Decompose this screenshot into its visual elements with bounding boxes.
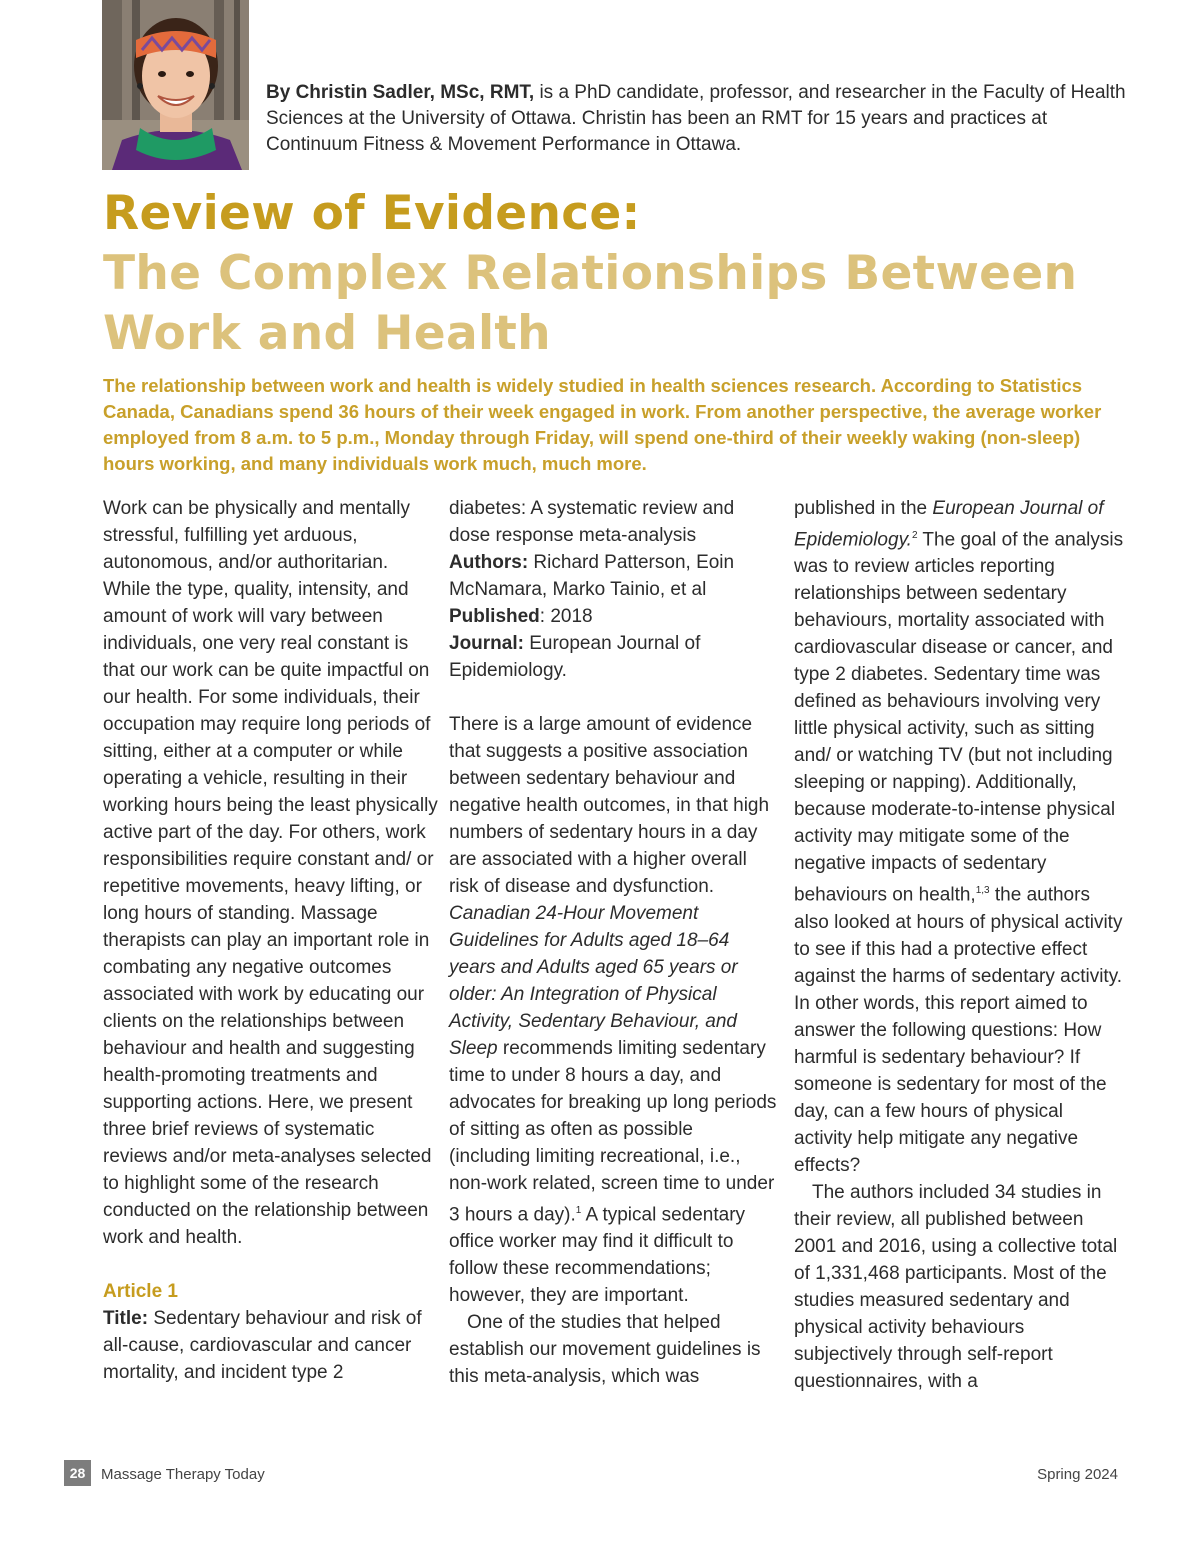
journal-text: European Journal of Epidemiology. [449, 633, 701, 681]
article-1-heading: Article 1 [103, 1281, 178, 1302]
title-label: Title: [103, 1308, 149, 1329]
title-line-3: Work and Health [103, 306, 551, 361]
studies-paragraph: The authors included 34 studies in their review, all published between 2001 and 2016, using a collective total of 1,331,468 participants. Most of the studies measured sedentary and physical activity behaviours subjectively through self-report questionnaires, with a [794, 1181, 1118, 1392]
author-photo [102, 0, 249, 170]
issue-date: Spring 2024 [1037, 1466, 1118, 1483]
journal-label: Journal: [449, 633, 524, 654]
evidence-text-a: There is a large amount of evidence that suggests a positive association between sedentary behaviour and negative health outcomes, in that high numbers of sedentary hours in a day are associated with a higher overall risk of disease and dysfunction. [449, 714, 770, 897]
authors-line [449, 549, 779, 603]
goal-paragraph [794, 495, 1124, 1179]
goal-text-a: published in the [794, 498, 933, 519]
article-lede: The relationship between work and health is widely studied in health sciences research. According to Statistics Canada, Canadians spend 36 hours of their week engaged in work. From another perspective, the average worker employed from 8 a.m. to 5 p.m., Monday through Friday, will spend one-third of their weekly waking (non-sleep) hours working, and many individuals work much, much more. [103, 375, 1102, 474]
authors-label: Authors: [449, 552, 529, 573]
title-continuation: diabetes: A systematic review and dose response meta-analysis [449, 498, 735, 546]
title-line-2: The Complex Relationships Between [103, 246, 1078, 301]
reference-1-3: 1,3 [975, 885, 990, 897]
page-number: 28 [64, 1460, 91, 1486]
intro-paragraph: Work can be physically and mentally stressful, fulfilling yet arduous, autonomous, and/or authoritarian. While the type, quality, intensity, and amount of work will vary between individuals, one very real constant is that our work can be quite impactful on our health. For some individuals, their occupation may require long periods of sitting, either at a computer or while operating a vehicle, resulting in their working hours being the least physically active part of the day. For others, work responsibilities require constant and/ or repetitive movements, heavy lifting, or long hours of standing. Massage therapists can play an important role in combating any negative outcomes associated with work by educating our clients on the relationships between behaviour and health and suggesting health-promoting treatments and supporting actions. Here, we present three brief reviews of systematic reviews and/or meta-analyses selected to highlight some of the research conducted on the relationship between work and health. [103, 498, 438, 1248]
column-3 [794, 495, 1124, 1395]
meta-analysis-paragraph: One of the studies that helped establish our movement guidelines is this meta-analysis, which was [449, 1312, 761, 1388]
title-line-1: Review of Evidence: [103, 186, 641, 241]
column-1 [103, 495, 438, 1386]
author-bio: is a PhD candidate, professor, and researcher in the Faculty of Health Sciences at the University of Ottawa. Christin has been an RMT for 15 years and practices at Continuum Fitness & Movement Performance in Ottawa. [266, 82, 1126, 155]
published-line [449, 603, 779, 630]
author-name: By Christin Sadler, MSc, RMT, [266, 82, 535, 103]
evidence-paragraph [449, 711, 779, 1309]
article-title [103, 184, 1153, 364]
published-text: : 2018 [539, 606, 593, 627]
column-2 [449, 495, 779, 1390]
reference-2: 2 [911, 530, 918, 541]
evidence-text-b: recommends limiting sedentary time to under 8 hours a day, and advocates for breaking up long periods of sitting as often as possible (including limiting recreational, i.e., non-work related, screen time to under 3 hours a day). [449, 1038, 777, 1226]
goal-text-c: the authors also looked at hours of physical activity to see if this had a protective effect against the harms of sedentary activity. In other words, this report aimed to answer the following questions: How harmful is sedentary behaviour? If someone is sedentary for most of the day, can a few hours of physical activity help mitigate any negative effects? [794, 884, 1123, 1176]
author-byline [266, 80, 1126, 158]
evidence-text-c: A typical sedentary office worker may find it difficult to follow these recommendations; however, they are important. [449, 1204, 746, 1307]
published-label: Published [449, 606, 540, 627]
journal-citation: European Journal of Epidemiology. [794, 498, 1104, 551]
article-1-title [103, 1305, 438, 1386]
publication-name: Massage Therapy Today [101, 1466, 265, 1483]
guidelines-citation: Canadian 24-Hour Movement Guidelines for Adults aged 18–64 years and Adults aged 65 years or older: An Integration of Physical Activity, Sedentary Behaviour, and Sleep [449, 903, 738, 1059]
journal-line [449, 630, 779, 684]
title-text: Sedentary behaviour and risk of all-cause, cardiovascular and cancer mortality, and incident type 2 [103, 1308, 422, 1383]
authors-text: Richard Patterson, Eoin McNamara, Marko Tainio, et al [449, 552, 735, 600]
reference-1: 1 [575, 1205, 582, 1216]
goal-text-b: The goal of the analysis was to review articles reporting relationships between sedentary behaviours, mortality associated with cardiovascular disease or cancer, and type 2 diabetes. Sedentary time was defined as behaviours involving very little physical activity, such as sitting and/ or watching TV (but not including sleeping or napping). Additionally, because moderate-to-intense physical activity may mitigate some of the negative impacts of sedentary behaviours on health, [794, 529, 1124, 906]
